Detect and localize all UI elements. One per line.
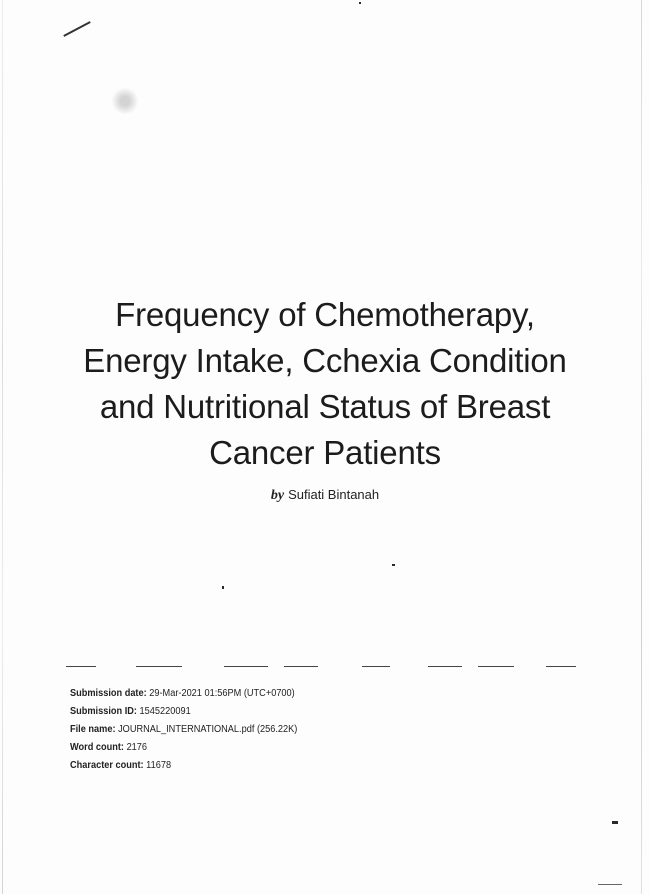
file-name-row xyxy=(70,721,297,739)
title-line: Frequency of Chemotherapy, xyxy=(115,296,535,333)
word-count-label: Word count: xyxy=(70,742,125,753)
separator-line xyxy=(66,666,576,670)
dust-spot xyxy=(222,586,224,589)
submission-details xyxy=(70,685,297,775)
file-name-label: File name: xyxy=(70,724,116,735)
word-count-row xyxy=(70,739,297,757)
scan-speckle xyxy=(108,86,142,116)
document-title xyxy=(0,292,650,476)
file-name-value: JOURNAL_INTERNATIONAL.pdf (256.22K) xyxy=(118,724,298,735)
title-line: Energy Intake, Cchexia Condition xyxy=(83,342,567,379)
author-byline xyxy=(0,487,650,504)
separator-dash xyxy=(478,666,514,667)
author-name: Sufiati Bintanah xyxy=(288,487,380,502)
submission-date-value: 29-Mar-2021 01:56PM (UTC+0700) xyxy=(149,688,295,699)
submission-date-row xyxy=(70,685,297,703)
pen-mark xyxy=(63,21,90,37)
submission-id-value: 1545220091 xyxy=(139,706,191,717)
separator-dash xyxy=(428,666,462,667)
separator-dash xyxy=(224,666,268,667)
dust-spot xyxy=(392,564,395,566)
submission-id-row xyxy=(70,703,297,721)
submission-id-label: Submission ID: xyxy=(70,706,137,717)
separator-dash xyxy=(546,666,576,667)
character-count-row xyxy=(70,757,297,775)
title-line: Cancer Patients xyxy=(209,434,441,471)
separator-dash xyxy=(284,666,318,667)
byline-prefix: by xyxy=(270,488,285,503)
dust-spot xyxy=(359,2,361,4)
word-count-value: 2176 xyxy=(126,742,148,753)
character-count-label: Character count: xyxy=(70,760,144,771)
submission-date-label: Submission date: xyxy=(70,688,147,699)
title-line: and Nutritional Status of Breast xyxy=(99,388,551,425)
dust-spot xyxy=(598,884,622,885)
dust-spot xyxy=(612,821,618,824)
separator-dash xyxy=(362,666,390,667)
separator-dash xyxy=(66,666,96,667)
separator-dash xyxy=(136,666,182,667)
character-count-value: 11678 xyxy=(146,760,172,771)
